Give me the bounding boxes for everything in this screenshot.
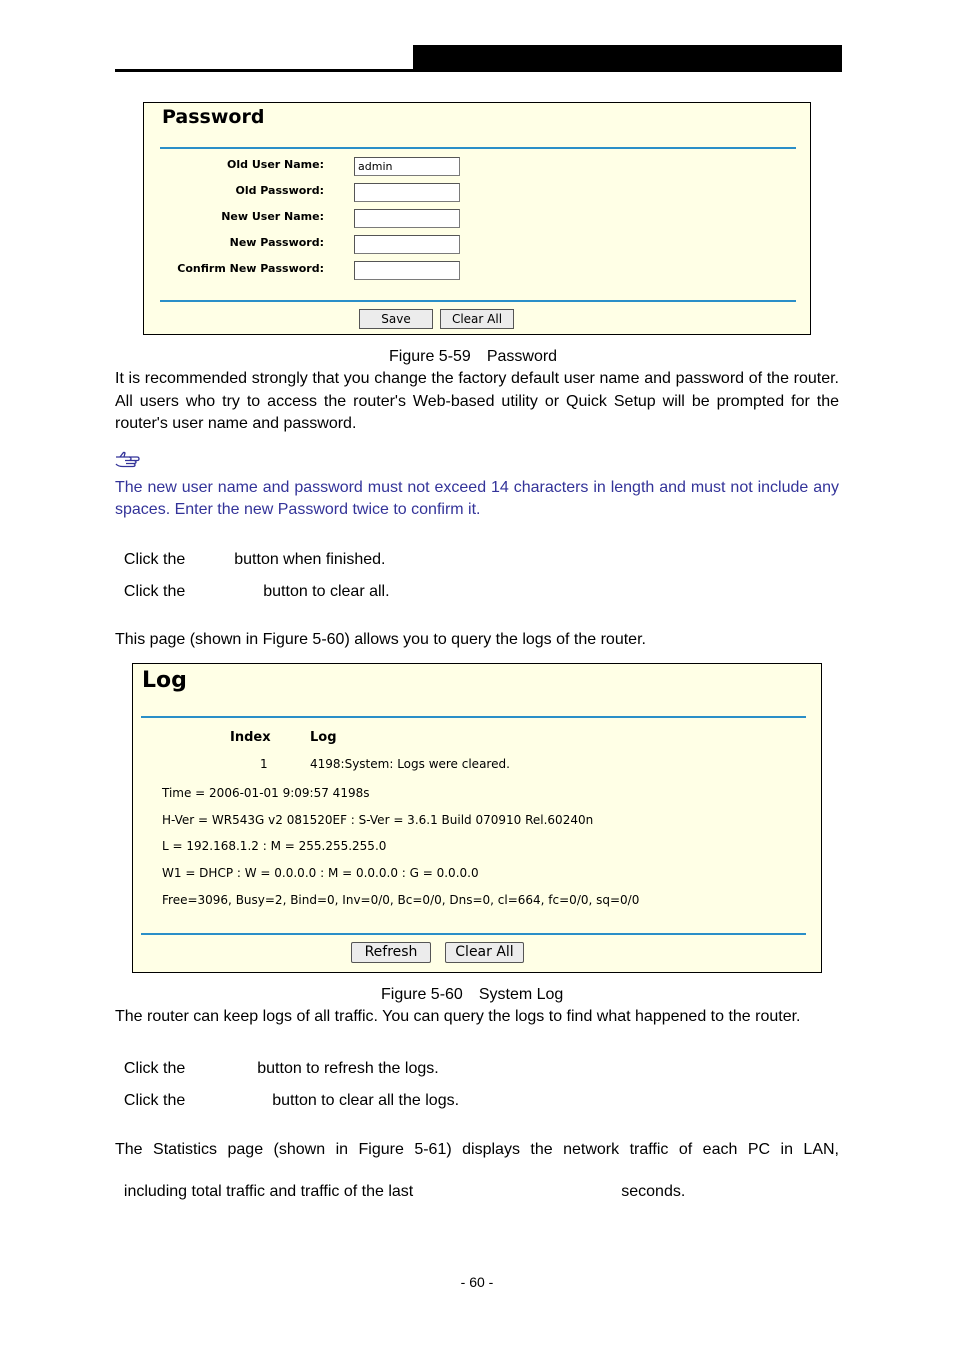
log-row-message: 4198:System: Logs were cleared. [310,757,510,771]
header-rule [115,69,413,72]
log-lan-info: L = 192.168.1.2 : M = 255.255.255.0 [162,839,387,853]
save-button[interactable]: Save [359,309,433,329]
paragraph-log-intro: This page (shown in Figure 5-60) allows you to query the logs of the router. [115,631,646,648]
click-clear-logs-instruction [115,1071,459,1111]
bottom-divider [160,300,796,302]
figure-60-caption: Figure 5-60 System Log [381,986,564,1003]
new-user-name-label: New User Name: [221,210,324,223]
instruction-prefix: Click the [123,1092,186,1109]
paragraph-statistics-line-2 [115,1162,685,1202]
instruction-prefix: Click the [123,583,186,600]
instruction-suffix: button when finished. [234,551,386,568]
page-number: - 60 - [460,1274,494,1290]
log-resource-info: Free=3096, Busy=2, Bind=0, Inv=0/0, Bc=0/0, Dns=0, cl=664, fc=0/0, sq=0/0 [162,893,640,907]
old-user-name-input[interactable]: admin [354,157,460,176]
note-text: The new user name and password must not exceed 14 characters in length and must not include any spaces. Enter the new Password twice to confirm it. [115,479,839,518]
instruction-suffix: button to clear all the logs. [272,1092,460,1109]
top-divider [141,716,806,718]
confirm-new-password-input[interactable] [354,261,460,280]
clear-all-logs-button[interactable]: Clear All [445,942,524,963]
bottom-divider [141,933,806,935]
paragraph-statistics-line-1: The Statistics page (shown in Figure 5-61) displays the network traffic of each PC in LAN, [115,1141,839,1158]
log-version-info: H-Ver = WR543G v2 081520EF : S-Ver = 3.6.1 Build 070910 Rel.60240n [162,813,594,827]
instruction-suffix: button to clear all. [263,583,390,600]
chapter-bar [413,45,842,72]
confirm-new-password-label: Confirm New Password: [177,262,324,275]
log-column-header: Log [310,730,337,745]
password-panel [143,102,811,335]
statistics-text-start: including total traffic and traffic of the last [123,1183,414,1200]
log-panel [132,663,822,973]
statistics-text-end: seconds. [621,1183,686,1200]
new-password-label: New Password: [229,236,324,249]
log-time-info: Time = 2006-01-01 9:09:57 4198s [162,786,370,800]
log-wan-info: W1 = DHCP : W = 0.0.0.0 : M = 0.0.0.0 : G = 0.0.0.0 [162,866,479,880]
new-user-name-input[interactable] [354,209,460,228]
new-password-input[interactable] [354,235,460,254]
pointing-hand-icon [115,451,141,469]
index-column-header: Index [230,730,271,745]
old-password-input[interactable] [354,183,460,202]
instruction-suffix: button to refresh the logs. [257,1060,439,1077]
figure-59-caption: Figure 5-59 Password [389,348,558,365]
instruction-prefix: Click the [123,551,186,568]
panel-title: Log [142,668,187,693]
refresh-button[interactable]: Refresh [351,942,431,963]
click-clear-instruction [115,562,390,602]
paragraph-password-recommendation: It is recommended strongly that you change the factory default user name and password of the router. All users who try to access the router's Web-based utility or Quick Setup will be prompted for the router's user name and password. [115,370,839,432]
instruction-prefix: Click the [123,1060,186,1077]
clear-all-button[interactable]: Clear All [440,309,514,329]
panel-title: Password [162,106,265,128]
paragraph-log-traffic: The router can keep logs of all traffic. You can query the logs to find what happened to the router. [115,1008,801,1025]
old-user-name-label: Old User Name: [227,158,324,171]
log-row-index: 1 [260,757,268,771]
old-password-label: Old Password: [235,184,324,197]
